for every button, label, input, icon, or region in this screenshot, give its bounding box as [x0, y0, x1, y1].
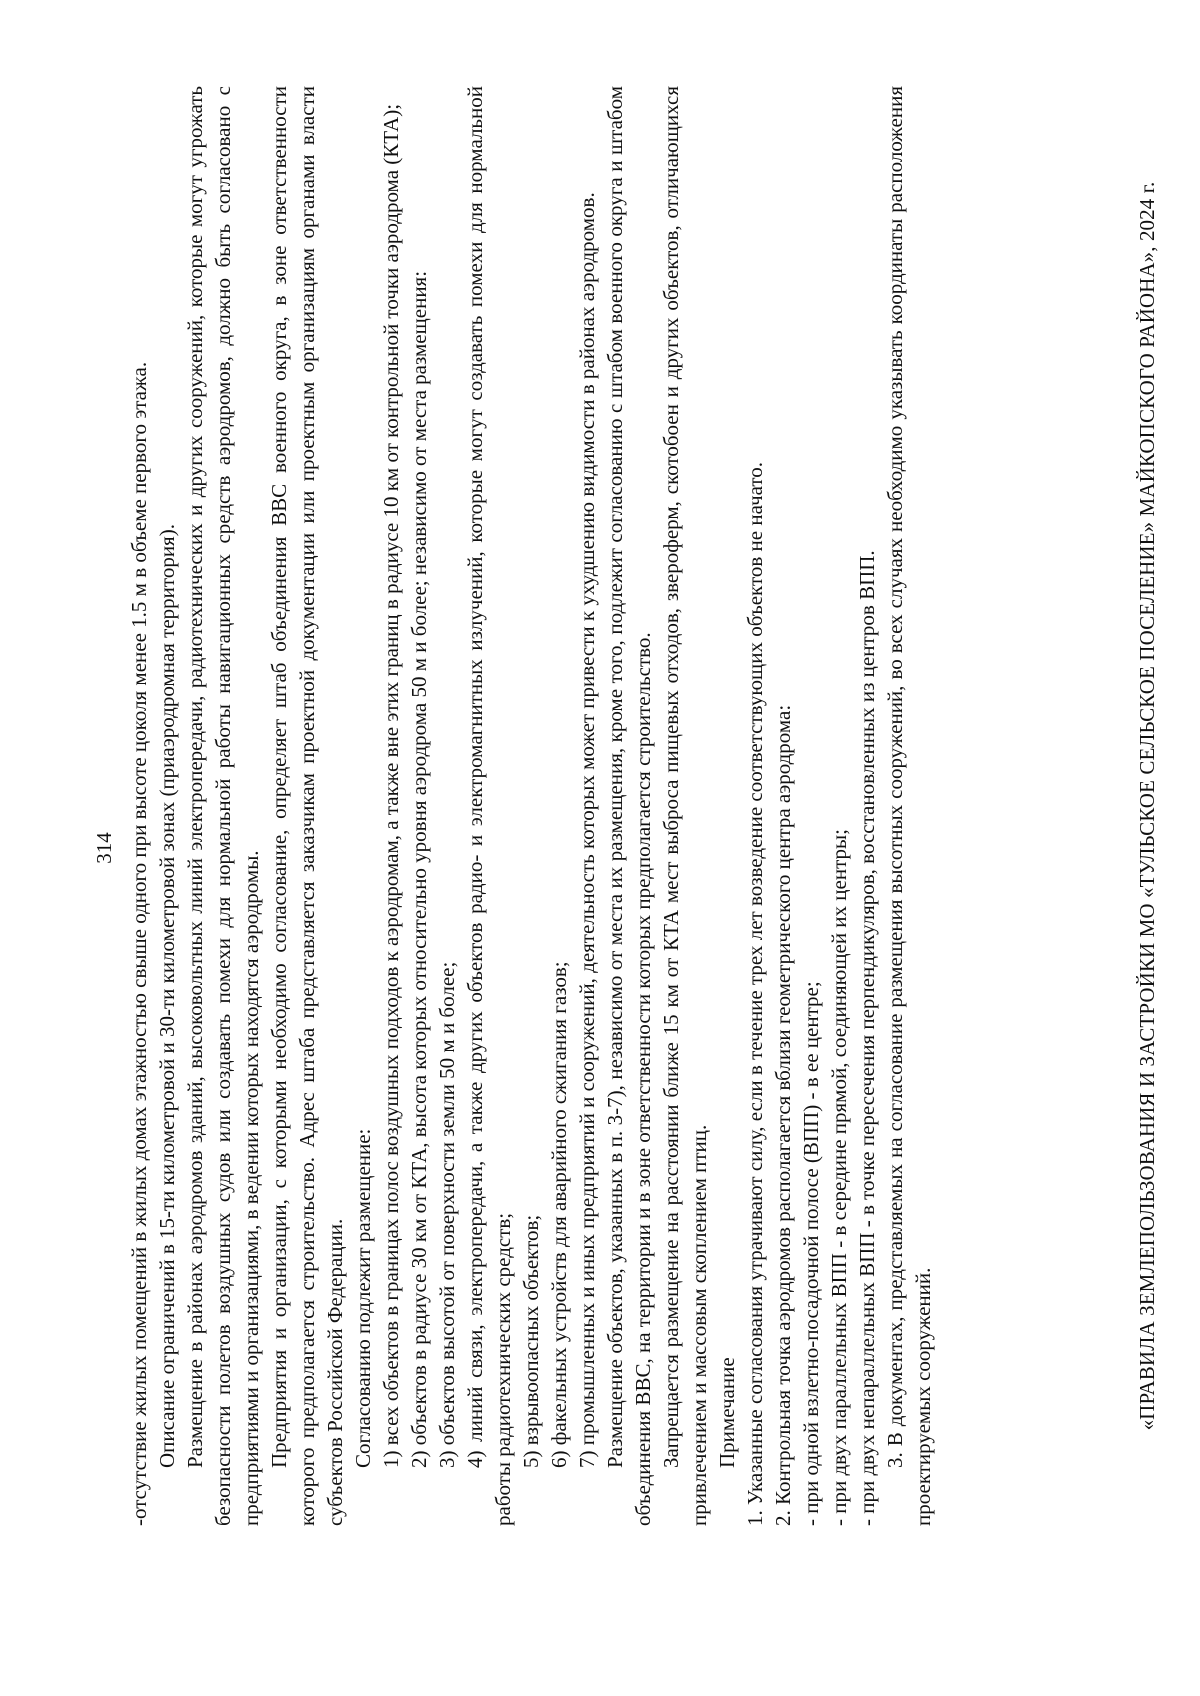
list-item: 6) факельных устройств для аварийного сжигания газов; — [547, 961, 571, 1468]
paragraph: -отсутствие жилых помещений в жилых домах этажностью свыше одного при высоте цоколя менее 1.5 м в объеме первого этажа. — [127, 361, 151, 1526]
note-heading: Примечание — [715, 1357, 739, 1468]
document-footer: «ПРАВИЛА ЗЕМЛЕПОЛЬЗОВАНИЯ И ЗАСТРОЙКИ МО «ТУЛЬСКОЕ СЕЛЬСКОЕ ПОСЕЛЕНИЕ» МАЙКОПСКОГО РАЙОНА», 2024 г. — [1135, 181, 1159, 1431]
list-item: 1) всех объектов в границах полос воздушных подходов к аэродромам, а также вне этих границ в радиусе 10 км от контрольной точки аэродрома (КТА); — [379, 103, 403, 1468]
paragraph: Запрещается размещение на расстоянии ближе 15 км от КТА мест выброса пищевых отходов, звероферм, скотобоен и других объектов, отличающихся привлечением и массовым скоплением птиц. — [659, 86, 711, 1526]
list-item: 4) линий связи, электропередачи, а также других объектов радио- и электромагнитных излучений, которые могут создавать помехи для нормальной работы радиотехнических средств; — [463, 86, 515, 1526]
paragraph: Согласованию подлежит размещение: — [351, 1128, 375, 1468]
paragraph: Описание ограничений в 15-ти километровой и 30-ти километровой зонах (приаэродромная территория). — [155, 524, 179, 1468]
paragraph: Размещение объектов, указанных в п. 3-7), независимо от места их размещения, кроме того, подлежит согласованию с штабом военного округа и штабом объединения ВВС, на территории и в зоне ответственности которых предполагается строительство. — [603, 86, 655, 1526]
list-item: 3) объектов высотой от поверхности земли 50 м и более; — [435, 961, 459, 1468]
page-number: 314 — [92, 832, 116, 864]
list-item: 5) взрывоопасных объектов; — [519, 1214, 543, 1468]
note-item: 3. В документах, представляемых на согласование размещения высотных сооружений, во всех случаях необходимо указывать координаты расположения проектируемых сооружений. — [883, 86, 935, 1526]
list-item: 2) объектов в радиусе 30 км от КТА, высота которых относительно уровня аэродрома 50 м и более; независимо от места размещения: — [407, 270, 431, 1468]
paragraph: Предприятия и организации, с которыми необходимо согласование, определяет штаб объединения ВВС военного округа, в зоне ответственности которого предполагается строительство. Адрес штаба представляется заказчикам проектной документации или проектным организациям органами власти субъектов Российской Федерации. — [267, 86, 347, 1526]
note-item: 2. Контрольная точка аэродромов располагается вблизи геометрического центра аэродрома: — [771, 704, 795, 1526]
paragraph: Размещение в районах аэродромов зданий, высоковольтных линий электропередачи, радиотехнических и других сооружений, которые могут угрожать безопасности полетов воздушных судов или создавать помехи для нормальной работы навигационных средств аэродромов, должно быть согласовано с предприятиями и организациями, в ведении которых находятся аэродромы. — [183, 86, 263, 1526]
note-subitem: - при двух параллельных ВПП - в середине прямой, соединяющей их центры; — [827, 829, 851, 1526]
body-text — [125, 86, 937, 1526]
list-item: 7) промышленных и иных предприятий и сооружений, деятельность которых может привести к ухудшению видимости в районах аэродромов. — [575, 192, 599, 1468]
note-subitem: - при двух непараллельных ВПП - в точке пересечения перпендикуляров, восстановленных из центров ВПП. — [855, 550, 879, 1526]
note-item: 1. Указанные согласования утрачивают силу, если в течение трех лет возведение соответствующих объектов не начато. — [743, 461, 767, 1526]
note-subitem: - при одной взлетно-посадочной полосе (ВПП) - в ее центре; — [799, 981, 823, 1526]
